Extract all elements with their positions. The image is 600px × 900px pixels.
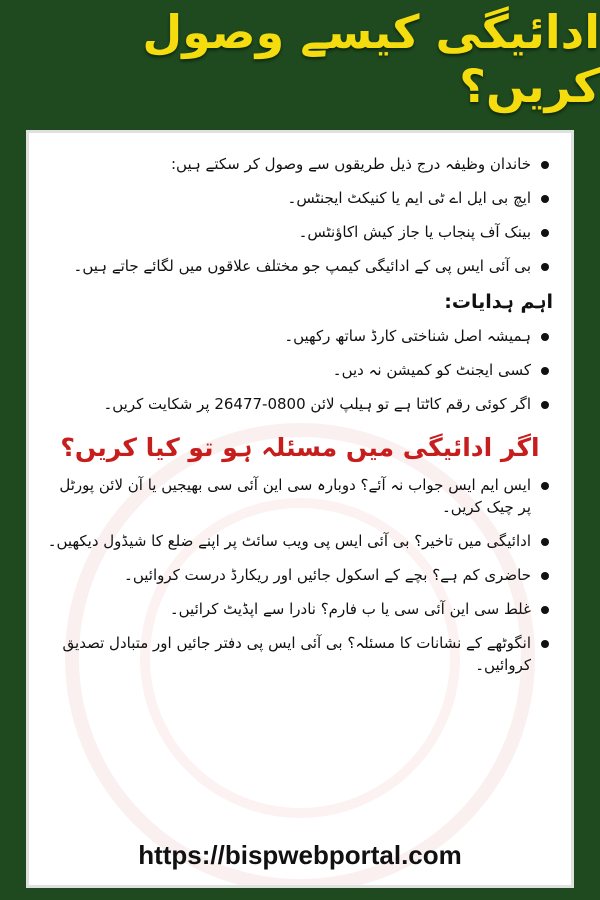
list-item: ایچ بی ایل اے ٹی ایم یا کنیکٹ ایجنٹس۔ [47,187,553,209]
website-url: https://bispwebportal.com [138,840,462,870]
payment-methods-list [47,153,553,277]
instructions-list [47,325,553,415]
content-card [26,130,574,888]
list-item: اگر کوئی رقم کاٹتا ہے تو ہیلپ لائن 0800-26477 پر شکایت کریں۔ [47,393,553,415]
title-banner [0,0,600,118]
list-item: ادائیگی میں تاخیر؟ بی آئی ایس پی ویب سائٹ پر اپنے ضلع کا شیڈول دیکھیں۔ [47,530,553,552]
list-item: انگوٹھے کے نشانات کا مسئلہ؟ بی آئی ایس پی دفتر جائیں اور متبادل تصدیق کروائیں۔ [47,632,553,676]
content-body [29,133,571,676]
list-item: غلط سی این آئی سی یا ب فارم؟ نادرا سے اپڈیٹ کرائیں۔ [47,598,553,620]
problems-heading: اگر ادائیگی میں مسئلہ ہو تو کیا کریں؟ [60,433,540,462]
list-item: کسی ایجنٹ کو کمیشن نہ دیں۔ [47,359,553,381]
list-item: ایس ایم ایس جواب نہ آئے؟ دوبارہ سی این آئی سی بھیجیں یا آن لائن پورٹل پر چیک کریں۔ [47,474,553,518]
page-title: ادائیگی کیسے وصول کریں؟ [142,5,600,113]
instructions-heading: اہم ہدایات: [444,291,553,313]
list-item: بی آئی ایس پی کے ادائیگی کیمپ جو مختلف علاقوں میں لگائے جاتے ہیں۔ [47,255,553,277]
list-item: خاندان وظیفہ درج ذیل طریقوں سے وصول کر سکتے ہیں: [47,153,553,175]
list-item: ہمیشہ اصل شناختی کارڈ ساتھ رکھیں۔ [47,325,553,347]
problems-list [47,474,553,676]
list-item: حاضری کم ہے؟ بچے کے اسکول جائیں اور ریکارڈ درست کروائیں۔ [47,564,553,586]
list-item: بینک آف پنجاب یا جاز کیش اکاؤنٹس۔ [47,221,553,243]
